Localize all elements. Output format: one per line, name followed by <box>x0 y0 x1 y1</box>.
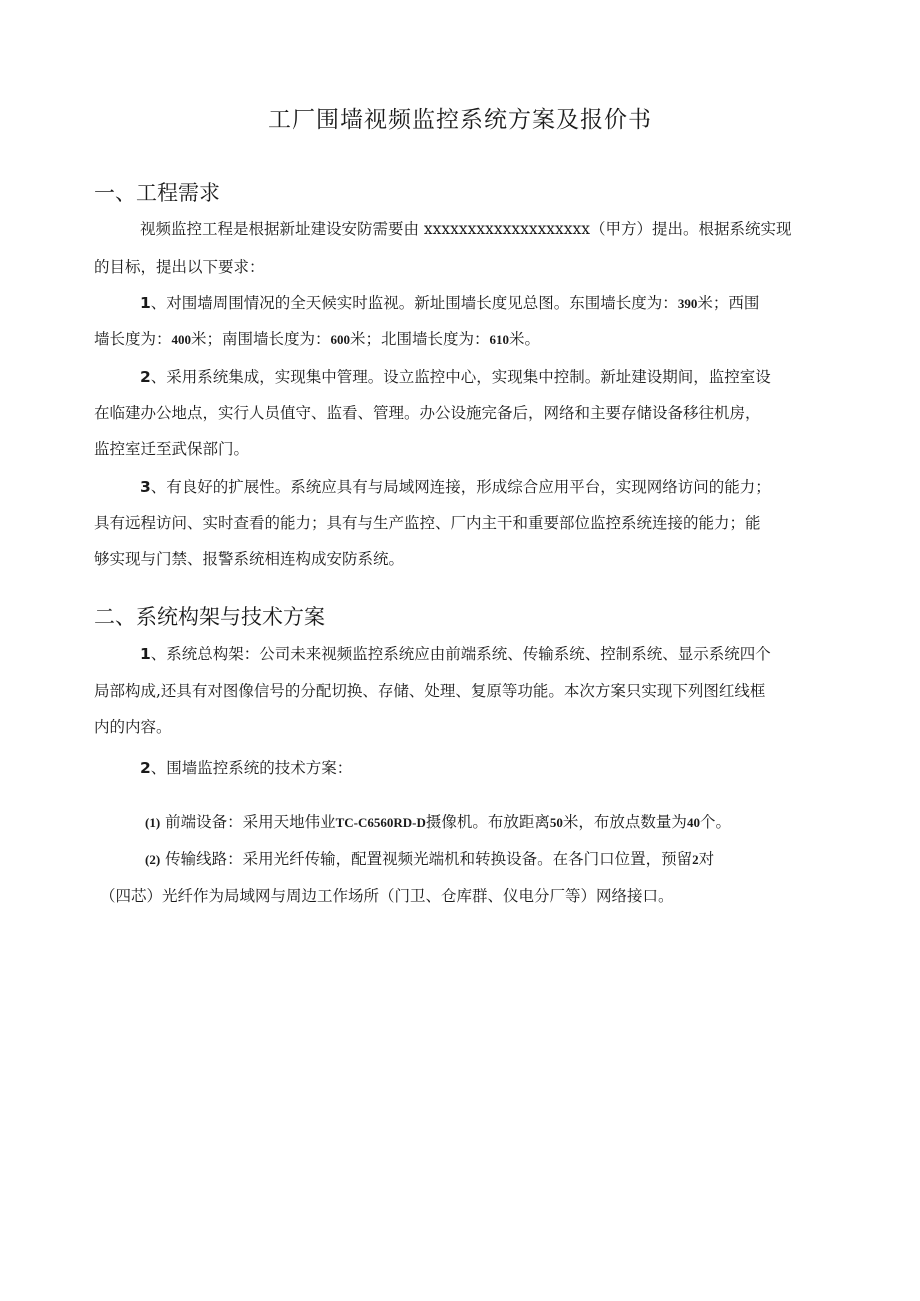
req-item-1-text-e: 米；北围墙长度为： <box>350 330 490 348</box>
req-item-2-line-1 <box>140 366 771 388</box>
arch-item-1-line-3: 内的内容。 <box>94 718 172 736</box>
req-item-2-text-1: 、采用系统集成，实现集中管理。设立监控中心，实现集中控制。新址建设期间，监控室设 <box>150 368 771 386</box>
arch-item-2-text: 、围墙监控系统的技术方案： <box>150 759 353 777</box>
req-item-3-number: 3 <box>140 478 151 496</box>
section-heading-architecture: 二、系统构架与技术方案 <box>94 605 325 629</box>
req-item-3-line-1 <box>140 476 771 498</box>
sub-item-transmission-line-2: （四芯）光纤作为局域网与周边工作场所（门卫、仓库群、仪电分厂等）网络接口。 <box>100 887 674 905</box>
fiber-pairs: 2 <box>692 852 699 867</box>
req-item-1-line-1 <box>140 292 759 315</box>
req-item-2-number: 2 <box>140 368 151 386</box>
sub-item-1-text-b: 摄像机。布放距离 <box>425 813 550 831</box>
req-item-1-line-2 <box>94 328 540 351</box>
req-item-3-line-3: 够实现与门禁、报警系统相连构成安防系统。 <box>94 550 405 568</box>
req-item-1-text-b: 米；西围 <box>697 294 760 312</box>
sub-item-1-number: (1) <box>145 815 161 830</box>
camera-count: 40 <box>686 815 700 830</box>
arch-item-1-line-2: 局部构成,还具有对图像信号的分配切换、存储、处理、复原等功能。本次方案只实现下列图红线框 <box>94 682 766 700</box>
sub-item-2-text-b: 对 <box>698 850 715 868</box>
arch-item-1-line-1 <box>140 643 771 665</box>
req-item-1-text-d: 米；南围墙长度为： <box>191 330 331 348</box>
sub-item-1-text-d: 个。 <box>699 813 731 831</box>
south-wall-length: 600 <box>330 332 351 347</box>
req-item-2-line-3: 监控室迁至武保部门。 <box>94 440 250 458</box>
section-heading-requirements: 一、工程需求 <box>94 181 220 205</box>
intro-line-2: 的目标，提出以下要求： <box>94 258 265 276</box>
arch-item-2 <box>140 757 352 779</box>
req-item-1-text-a: 、对围墙周围情况的全天候实时监视。新址围墙长度见总图。东围墙长度为： <box>150 294 678 312</box>
arch-item-2-number: 2 <box>140 759 151 777</box>
north-wall-length: 610 <box>489 332 510 347</box>
intro-line-1: 视频监控工程是根据新址建设安防需要由 xxxxxxxxxxxxxxxxxxx（甲方）提出。根据系统实现 <box>140 220 792 238</box>
arch-item-1-text-1: 、系统总构架：公司未来视频监控系统应由前端系统、传输系统、控制系统、显示系统四个 <box>150 645 771 663</box>
req-item-3-text-1: 、有良好的扩展性。系统应具有与局域网连接，形成综合应用平台，实现网络访问的能力； <box>150 478 771 496</box>
sub-item-1-text-a: 前端设备：采用天地伟业 <box>165 813 336 831</box>
west-wall-length: 400 <box>171 332 192 347</box>
req-item-3-line-2: 具有远程访问、实时查看的能力；具有与生产监控、厂内主干和重要部位监控系统连接的能力；能 <box>94 514 761 532</box>
document-title: 工厂围墙视频监控系统方案及报价书 <box>268 107 652 133</box>
sub-item-frontend <box>145 811 731 834</box>
arch-item-1-number: 1 <box>140 645 151 663</box>
east-wall-length: 390 <box>677 296 698 311</box>
req-item-1-number: 1 <box>140 294 151 312</box>
req-item-1-text-f: 米。 <box>509 330 541 348</box>
camera-distance: 50 <box>549 815 563 830</box>
camera-model: TC-C6560RD-D <box>335 815 426 830</box>
sub-item-transmission-line-1 <box>145 848 714 871</box>
sub-item-2-text-a: 传输线路：采用光纤传输，配置视频光端机和转换设备。在各门口位置，预留 <box>165 850 693 868</box>
sub-item-2-number: (2) <box>145 852 161 867</box>
req-item-1-text-c: 墙长度为： <box>94 330 172 348</box>
req-item-2-line-2: 在临建办公地点，实行人员值守、监看、管理。办公设施完备后，网络和主要存储设备移往机房， <box>94 404 761 422</box>
sub-item-1-text-c: 米，布放点数量为 <box>562 813 687 831</box>
